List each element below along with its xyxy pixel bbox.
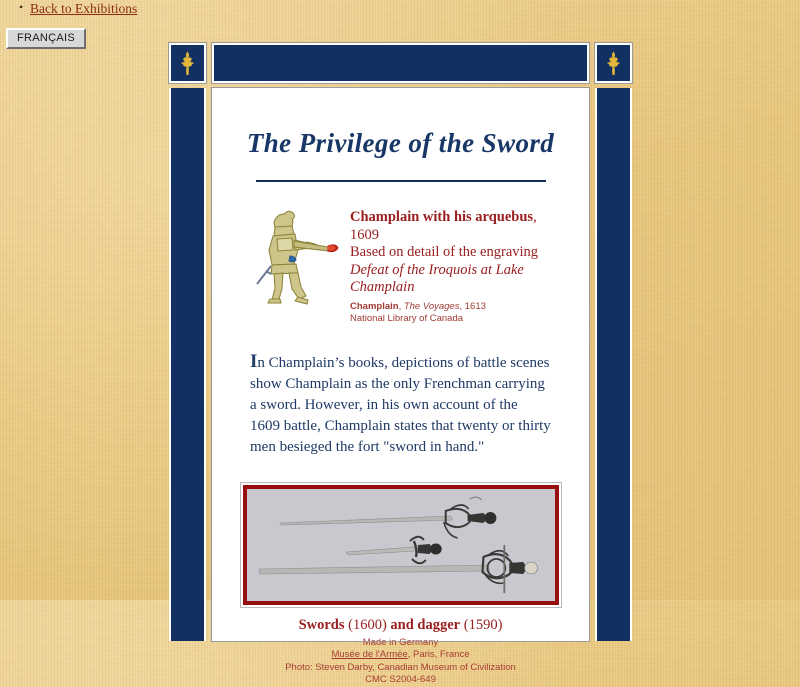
engraving-credit-year: 1613 [464,300,486,312]
swords-credit-made: Made in Germany [362,636,439,648]
breadcrumb-list [0,1,800,16]
body-paragraph [238,351,563,458]
engraving-caption-basis: Based on detail of the engraving [350,244,539,260]
swords-caption-swords: Swords [298,616,345,633]
right-border-rail [595,88,632,641]
header-band [212,43,589,83]
exhibition-panel [166,41,635,685]
back-to-exhibitions-link[interactable]: Back to Exhibitions [30,1,138,16]
content-area [212,88,589,685]
engraving-block [238,204,563,325]
engraving-caption-work: Defeat of the Iroquois at Lake Champlain [350,261,524,295]
francais-language-button[interactable]: FRANÇAIS [6,28,86,49]
swords-credit [240,637,562,687]
engraving-credit-work: The Voyages [403,300,460,312]
engraving-credit-sep1: , [398,300,404,312]
engraving-caption-comma: , [533,209,537,225]
fleur-de-lis-icon-right [595,43,632,83]
panel-header [166,41,635,88]
title-divider [256,180,546,182]
engraving-caption-title: Champlain with his arquebus [350,209,534,225]
fleur-de-lis-icon-left [169,43,206,83]
left-border-rail [169,88,206,641]
panel-body [166,88,635,685]
musee-de-larmee-link[interactable]: Musée de l'Armée [331,649,408,660]
engraving-credit-source: National Library of Canada [350,312,464,324]
list-item [0,1,800,16]
swords-caption [240,617,562,634]
page-title: The Privilege of the Sword [246,128,555,158]
engraving-credit-sep2: , [459,300,465,312]
engraving-caption-year: 1609 [350,226,379,243]
swords-caption-swords-date: (1600) [344,616,391,633]
swords-caption-dagger-date: (1590) [460,616,503,633]
swords-credit-id: CMC S2004-649 [365,674,436,685]
swords-photo-block [240,482,562,687]
body-paragraph-text: n Champlain’s books, depictions of battle scenes show Champlain as the only Frenchman carrying a sword. However, in his own account of the 1609 battle, Champlain states that twenty or thirty men besieged the fort "sword in hand." [250,354,551,455]
swords-photograph [243,485,559,605]
swords-photo-frame [240,482,562,608]
swords-caption-dagger: and dagger [390,616,461,633]
swords-credit-photo: Photo: Steven Darby, Canadian Museum of Civilization [285,661,516,673]
engraving-caption [340,204,563,325]
engraving-credit-author: Champlain [350,300,399,312]
swords-credit-museum-rest: , Paris, France [407,649,470,660]
champlain-arquebus-engraving [244,204,340,325]
body-dropcap: I [250,350,258,372]
engraving-credit [350,301,563,325]
top-navigation [0,0,800,16]
